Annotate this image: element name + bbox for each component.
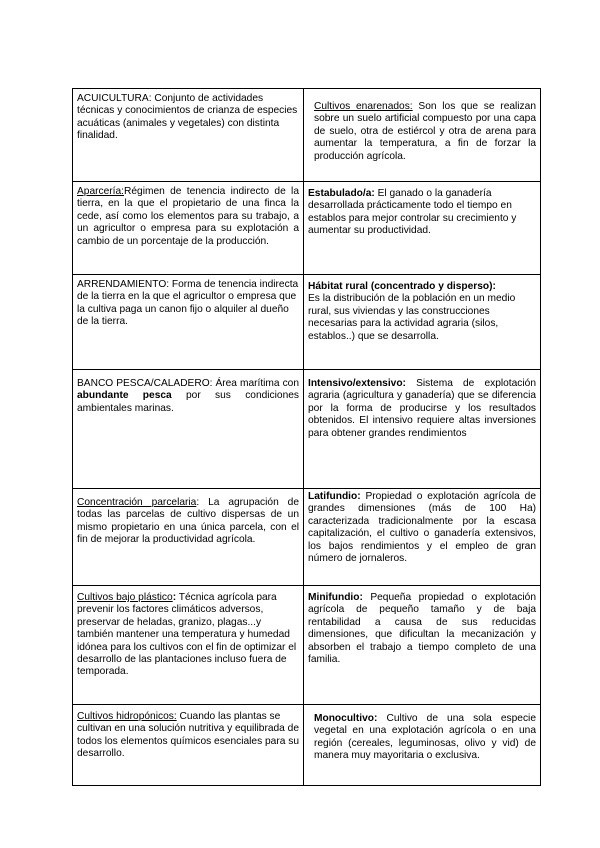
definition-cell (73, 586, 304, 705)
definition-text: Cultivo de una sola especie vegetal en una explotación agrícola o en una región (cereales, leguminosas, olivo y vid) de manera muy mayoritaria o exclusiva. (314, 713, 536, 762)
term-label: Latifundio: (308, 491, 361, 502)
definition-text: ARRENDAMIENTO: Forma de tenencia indirecta de la tierra en la que el agricultor o empresa que la cultiva paga un canon fijo o alquiler al dueño de la tierra. (77, 279, 299, 328)
definition-cell (73, 489, 304, 586)
term-label: Intensivo/extensivo: (308, 378, 406, 389)
term-label: Cultivos enarenados: (314, 101, 413, 112)
table-row (73, 89, 541, 182)
definition-cell (73, 89, 304, 182)
definition-text: Son los que se realizan sobre un suelo artificial compuesto por una capa de suelo, otra de estiércol y otra de arena para aumentar la temperatura, a fin de forzar la producción agrícola. (314, 101, 536, 162)
definition-text: ACUICULTURA: Conjunto de actividades técnicas y conocimientos de crianza de especies acuáticas (animales y vegetales) con distinta finalidad. (77, 93, 298, 142)
definition-text: : La agrupación de todas las parcelas de cultivo dispersas de un mismo propietario en una única parcela, con el fin de mejorar la productividad agrícola. (77, 497, 299, 546)
definition-emphasis: abundante pesca (77, 390, 172, 402)
glossary-table (72, 88, 541, 786)
definition-cell (304, 275, 541, 370)
definition-text: El ganado o la ganadería desarrollada prácticamente todo el tiempo en establos para mejor controlar su crecimiento y aumentar su productividad. (308, 188, 517, 237)
definition-text: Sistema de explotación agraria (agricultura y ganadería) que se diferencia por la forma de producirse y los resultados obtenidos. El intensivo requiere altas inversiones para obtener grandes rendimientos (308, 378, 536, 439)
term-label: Cultivos bajo plástico (77, 592, 173, 603)
definition-text: Cuando las plantas se cultivan en una solución nutritiva y equilibrada de todos los elementos químicos esenciales para su desarrollo. (77, 711, 300, 760)
term-label: Aparcería: (77, 186, 124, 197)
definition-text: Técnica agrícola para prevenir los factores climáticos adversos, preservar de heladas, granizo, plagas...y también mantener una temperatura y humedad idónea para los cultivos con el fin de optimizar el desarrollo de las plantaciones incluso fuera de temporada. (77, 592, 297, 678)
term-colon: : (172, 592, 177, 603)
term-label: Minifundio: (308, 592, 363, 603)
table-row (73, 275, 541, 370)
definition-text: Régimen de tenencia indirecto de la tierra, en la que el propietario de una finca la cede, así como los elementos para su trabajo, a un agricultor o empresa para su explotación a cambio de un porcentaje de la producción. (77, 186, 299, 247)
table-row (73, 586, 541, 705)
definition-cell (304, 489, 541, 586)
definition-cell (304, 182, 541, 275)
definition-cell (73, 275, 304, 370)
definition-cell (304, 89, 541, 182)
table-row (73, 370, 541, 489)
definition-text: BANCO PESCA/CALADERO: Área marítima con (77, 378, 299, 389)
definition-text: por sus condiciones ambientales marinas. (77, 390, 299, 414)
definition-text: Pequeña propiedad o explotación agrícola de pequeño tamaño y de baja rentabilidad a causa de sus reducidas dimensiones, que dificultan la mecanización y absorben el trabajo a tiempo completo de una familia. (308, 592, 536, 666)
definition-cell (73, 182, 304, 275)
term-label: Monocultivo: (314, 713, 378, 724)
definition-cell (73, 370, 304, 489)
term-label: Concentración parcelaria (77, 497, 197, 508)
term-label: Hábitat rural (concentrado y disperso): (308, 281, 496, 292)
table-row (73, 182, 541, 275)
definition-text: Propiedad o explotación agrícola de grandes dimensiones (más de 100 Ha) caracterizada tradicionalmente por la escasa capitalización, el cultivo o ganadería extensivos, los bajos rendimientos y el empleo de gran número de jornaleros. (308, 491, 536, 565)
definition-cell (304, 705, 541, 786)
definition-cell (304, 370, 541, 489)
table-row (73, 489, 541, 586)
definition-text: Es la distribución de la población en un medio rural, sus viviendas y las construcciones necesarias para la actividad agraria (silos, establos..) que se desarrolla. (308, 293, 516, 342)
definition-cell (304, 586, 541, 705)
term-label: Estabulado/a: (308, 188, 375, 199)
table-row (73, 705, 541, 786)
definition-cell (73, 705, 304, 786)
term-label: Cultivos hidropónicos: (77, 711, 177, 722)
